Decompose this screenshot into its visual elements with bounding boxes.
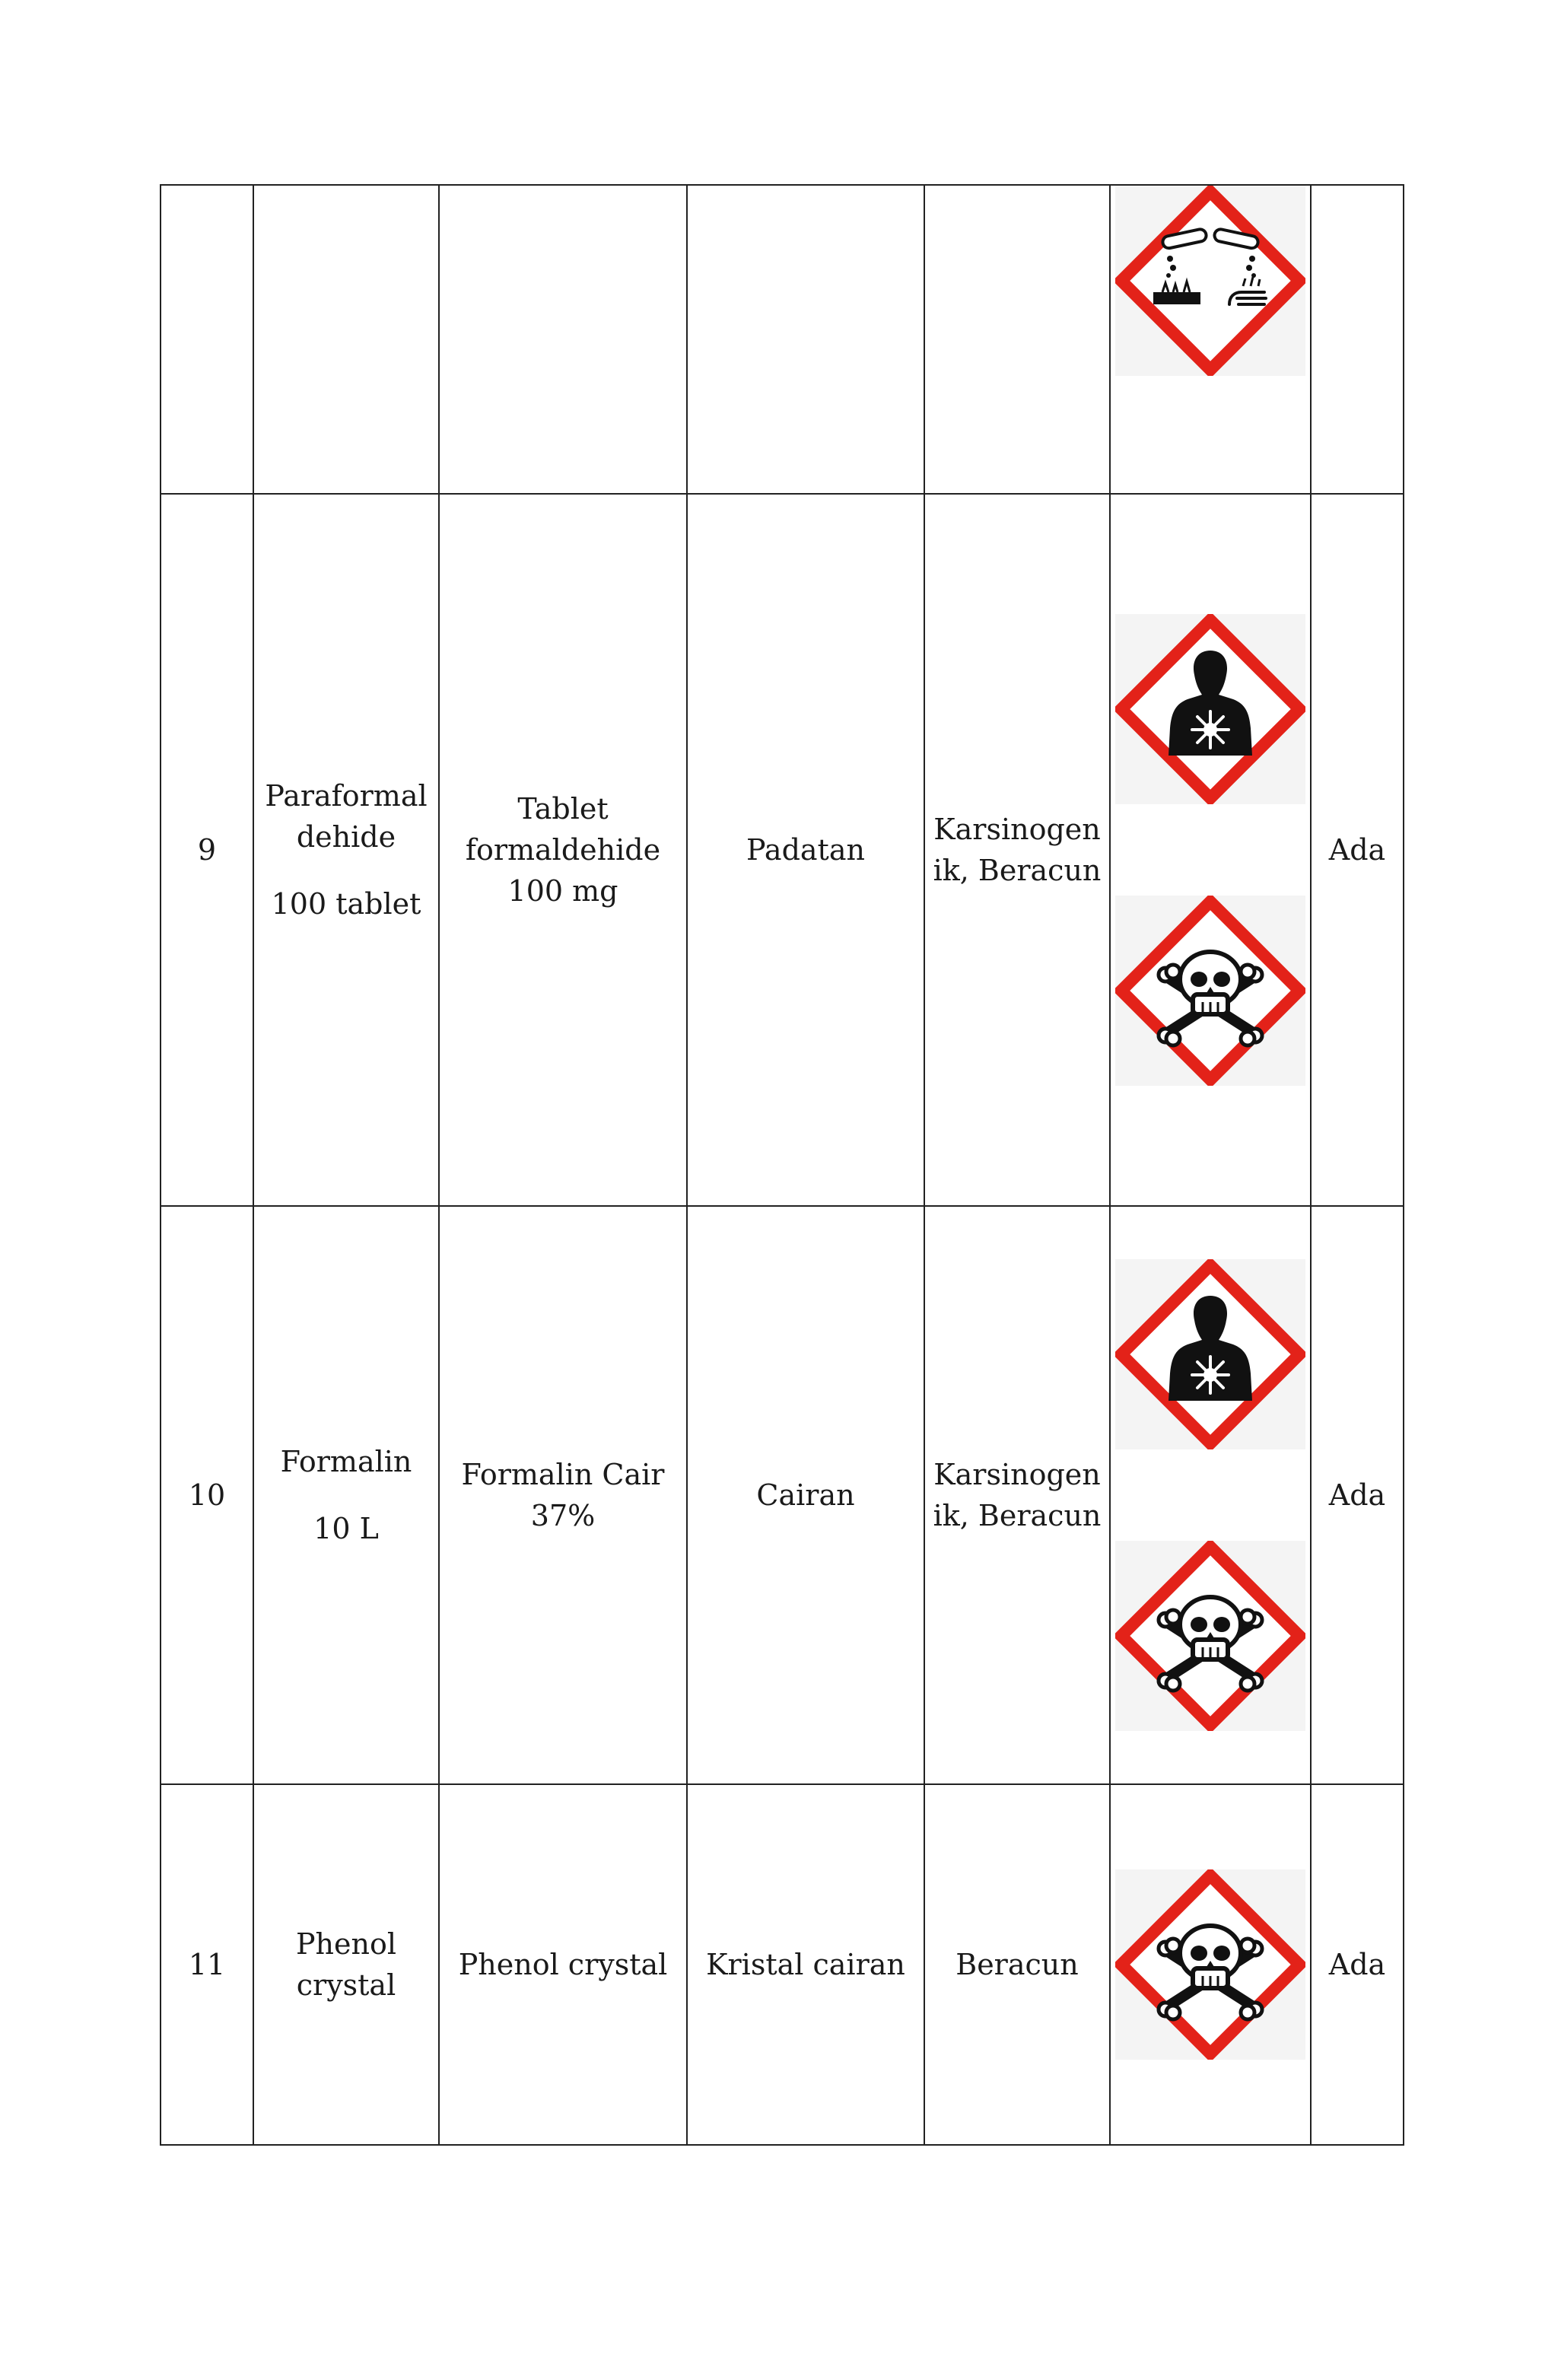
skull-crossbones-icon [1115,1541,1305,1731]
skull-crossbones-icon [1115,896,1305,1086]
cell-spec: Phenol crystal [439,1784,687,2145]
chemical-quantity: 10 L [313,1512,379,1545]
cell-form: Cairan [687,1206,924,1784]
cell-name [253,185,439,494]
cell-name: Phenol crystal [253,1784,439,2145]
table-row [161,494,1404,1206]
chemical-name: Formalin [280,1445,412,1478]
cell-name [253,1206,439,1784]
corrosive-icon [1115,186,1305,376]
chemical-name: Paraformal dehide [265,779,428,854]
skull-crossbones-icon [1115,1869,1305,2060]
cell-no [161,185,253,494]
chemical-inventory-table [160,184,1404,2146]
table-row [161,1784,1404,2145]
chemical-quantity: 100 tablet [271,887,421,921]
cell-status: Ada [1311,1206,1404,1784]
cell-form [687,185,924,494]
cell-pictograms [1110,1206,1311,1784]
cell-form: Kristal cairan [687,1784,924,2145]
cell-status: Ada [1311,1784,1404,2145]
cell-hazard: Beracun [924,1784,1110,2145]
cell-no: 10 [161,1206,253,1784]
cell-hazard [924,185,1110,494]
table-row [161,185,1404,494]
cell-no: 11 [161,1784,253,2145]
cell-status: Ada [1311,494,1404,1206]
cell-pictograms [1110,185,1311,494]
cell-pictograms [1110,1784,1311,2145]
health-hazard-icon [1115,614,1305,804]
table-row [161,1206,1404,1784]
cell-spec: Formalin Cair 37% [439,1206,687,1784]
cell-status [1311,185,1404,494]
cell-hazard: Karsinogen ik, Beracun [924,494,1110,1206]
health-hazard-icon [1115,1259,1305,1449]
cell-hazard: Karsinogen ik, Beracun [924,1206,1110,1784]
cell-pictograms [1110,494,1311,1206]
cell-no: 9 [161,494,253,1206]
cell-spec [439,185,687,494]
cell-name [253,494,439,1206]
cell-spec: Tablet formaldehide 100 mg [439,494,687,1206]
cell-form: Padatan [687,494,924,1206]
